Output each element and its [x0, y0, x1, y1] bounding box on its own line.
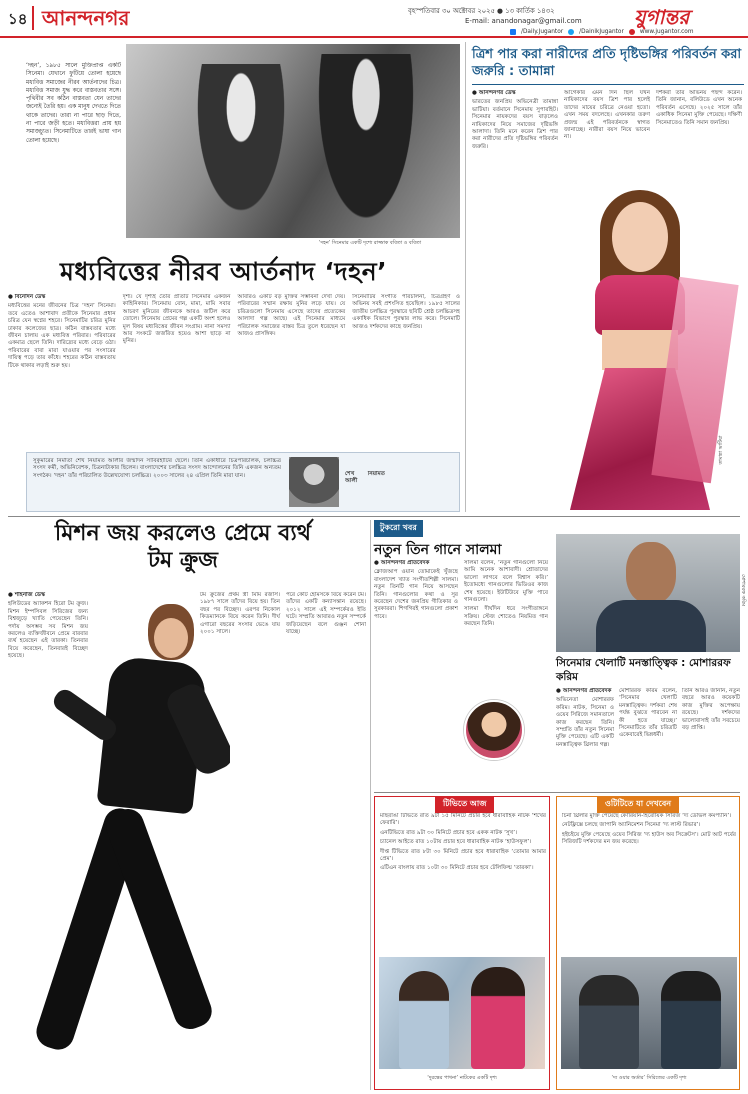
ott-today-item: চিনা থ্রিলার মুক্তি পেয়েছে কোরিয়ান-হিরোয়িক সিরিজ ‘দ্য ডেভিল কমপ্যানি’। [562, 813, 732, 819]
tv-photo-figure-right [471, 967, 525, 1069]
mosharraf-body-col1: অভিনেতা মোশাররফ করিম। নাটক, সিনেমা ও ওয়েব সিরিজে সমানতালে কাজ করছেন তিনি। সম্প্রতি তাঁর নতুন সিনেমা মুক্তি পেয়েছে। এটি একটি মনস্তাত্ত্বিক থ্রিলার গল্প। [556, 697, 614, 748]
mosharraf-photo-body [596, 600, 706, 652]
rule-mid-divider [8, 516, 740, 517]
dohon-body-col2: দৃশ্য। যে দৃশ্যই তৈরি প্রতিটি সিনেমার একজন কাহিনিকার। সিনেমায় বোন, মামা, মামি সবার আচরণ মুনিরের জীবনকে আরও জটিল করে তোলে। সিনেমায় প্রেমের গল্প একটি অংশ হলেও মূল বিষয় মধ্যবিত্তের জীবন সংগ্রাম। নানা সমস্যা আর সংকটে জর্জরিত হয়েও আশা ছাড়ে না মুনির। [122, 294, 231, 345]
social-twitter[interactable]: /DainikJugantor [579, 29, 624, 35]
mosharraf-photo-face [626, 542, 676, 604]
news-box-label: টুকরো খবর [374, 520, 423, 537]
salma-body-col1: ক্লোজআপ ওয়ান তোমাকেই খুঁজছে বাংলাদেশ খ্যাত সংগীতশিল্পী সালমা। নতুন তিনটি গান নিয়ে আসছেন তিনি। গানগুলোর কথা ও সুর করেছেন দেশের জনপ্রিয় গীতিকার ও সুরকাররা। শিগগিরই গানগুলো প্রকাশ পাবে। [374, 569, 458, 620]
salma-body [374, 560, 550, 776]
mosharraf-byline: ● আনন্দনগর প্রতিবেদক [556, 688, 612, 694]
ott-today-item: নেটফ্লিক্সে চলছে জাপানি অ্যানিমেশন সিনেমা ‘দ্য লাস্ট রিভার’। [562, 822, 701, 829]
tamanna-headline: ত্রিশ পার করা নারীদের প্রতি দৃষ্টিভঙ্গির পরিবর্তন করা জরুরি : তামান্না [472, 47, 742, 79]
dohon-photo-caption: ‘দহন’ সিনেমার একটি দৃশ্যে রাজ্জাক ববিতা ও ববিতা [318, 240, 422, 246]
mosharraf-photo-caption: মোশাররফ করিম [740, 574, 746, 606]
salma-headline: নতুন তিন গানে সালমা [374, 542, 502, 558]
tamanna-headline-rule [472, 84, 744, 85]
section-title: আনন্দনগর [42, 6, 130, 30]
dohon-photo-figure-right [311, 54, 421, 238]
director-box-text-tail [387, 458, 455, 510]
dohon-byline: ● বিনোদন ডেস্ক [8, 294, 46, 300]
tv-today-item: এটিএন বাংলায় রাত ১০টা ৩০ মিনিটে প্রচার হবে টেলিফিল্ম ‘তারকা’। [380, 865, 534, 872]
tom-body [8, 592, 366, 1082]
director-caption: শেখ নিয়ামত আলী [345, 471, 385, 485]
tom-body-col3: পরে কেটি হোমসকে বিয়ে করেন টম। তাঁদের একটি কন্যাসন্তান রয়েছে। ২০১২ সালে এই সম্পর্কেরও ইতি ঘটে। সম্প্রতি আবারও নতুন সম্পর্কে জড়িয়েছেন বলে গুঞ্জন শোনা যাচ্ছে। [286, 592, 366, 636]
tv-today-caption: ‘দুরন্তের পাখনা’ নাটকের একটি দৃশ্য [427, 1075, 497, 1081]
dohon-body-col4: সিনেমাটির সংগীত পরিচালনা, চিত্রগ্রহণ ও অভিনয় সবই প্রশংসিত হয়েছিল। ১৯৮৫ সালের জাতীয় চলচ্চিত্র পুরস্কারে ছবিটি শ্রেষ্ঠ চলচ্চিত্রসহ একাধিক বিভাগে পুরস্কার লাভ করে। সিনেমাটি আজও দর্শকদের কাছে জনপ্রিয়। [352, 294, 460, 330]
tv-today-item: এনটিভিতে রাত ৯টা ৩০ মিনিটে প্রচার হবে একক নাটক ‘সুখ’। [380, 829, 517, 836]
page-header [0, 0, 748, 38]
ott-today-photo [561, 957, 737, 1069]
salma-body-col2: সালমা বলেন, ‘নতুন গানগুলো নিয়ে আমি অনেক আশাবাদী। শ্রোতাদের ভালো লাগবে বলে বিশ্বাস করি।’ ইতোমধ্যে গানগুলোর ভিডিওর কাজ শেষ হয়েছে। ইউটিউবে মুক্তি পাবে গানগুলো। [464, 560, 548, 604]
tom-byline: ● শাহনাজ ডেস্ক [8, 592, 46, 598]
salma-photo [464, 700, 524, 760]
email-line: E-mail: anandonagar@gmail.com [465, 17, 582, 25]
tv-today-label: টিভিতে আজ [435, 796, 494, 813]
dohon-body-col1: মধ্যবিত্তের মনের জীবনের চিত্র ‘দহন’ সিনেমা। তবে এতেও আশাবাদ প্রতীকে সিনেমার প্রধান চরিত্র যেন স্বপ্নের শহরে। সিনেমাটির চরিত্র মুনির ঢাকার কলেজের ছাত্র। কঠিন বাস্তবতার মধ্যে জীবন চালায় এক মধ্যবিত্ত পরিবার। পরিবারের একমাত্র ছেলে তিনি। দারিদ্র্যের মধ্যে বেড়ে ওঠা। পরিবারের বাবা মারা যাওয়ার পর সংসারের দায়িত্ব পড়ে তার কাঁধে। শহরের কঠিন বাস্তবতায় টিকে থাকার লড়াই শুরু হয়। [8, 303, 116, 369]
tamanna-body-col2: আগেকার এমন দিন ছিল যখন নায়িকাদের বয়স ত্রিশ পার হলেই তাদের মায়ের চরিত্রে নেওয়া হতো। এখন সময় বদলেছে। এখনকার তরুণ প্রজন্ম এই পরিবর্তনকে স্বাগত জানাচ্ছে। নারীরা বয়স নিয়ে ভাবেন না। [564, 90, 650, 141]
tv-today-item: মাছরাঙা টিভিতে রাত ৯টা ১৫ মিনিটে প্রচার হবে ধারাবাহিক নাটক ‘শখের ফেরারি’। [380, 813, 546, 827]
director-photo [289, 457, 339, 507]
web-icon [629, 29, 635, 35]
tv-today-list [380, 813, 546, 953]
mosharraf-headline: সিনেমার খেলাটি মনস্তাত্ত্বিক : মোশাররফ করিম [556, 657, 731, 683]
tv-today-item: চ্যানেল আইতে রাত ১০টায় প্রচার হবে ধারাবাহিক নাটক ‘হাউসফুল’। [380, 839, 532, 846]
social-facebook[interactable]: /Daily.Jugantor [521, 29, 564, 35]
director-box-text: সুকুমারের নির্মাতা শেখ নিয়ামত আলীর জন্মদিন সাবিরহাটির ছেলে। তিনি একাধারে চিত্রপরিচালক, চলচ্চিত্র সংসদ কর্মী, অভিনিবেশক, চিত্রনাট্যকার ছিলেন। বাংলাদেশের চলচ্চিত্র সংসদ আন্দোলনের তিনি একজন অন্যতম সংগঠক। ‘দহন’ তাঁর পরিচালিত উল্লেখযোগ্য চলচ্চিত্র। ২০০৩ সালের ২৪ এপ্রিল তিনি মারা যান। [33, 458, 281, 479]
social-row [510, 29, 693, 35]
facebook-icon [510, 29, 516, 35]
tv-today-box [374, 796, 550, 1090]
rule-bottom-divider [370, 520, 371, 1090]
mosharraf-photo [556, 534, 740, 652]
tom-body-col1: হলিউডের অ্যাকশন হিরো টম ক্রুজ। মিশন ইম্পসিবল সিরিজের জন্য বিশ্বজুড়ে খ্যাতি পেয়েছেন তিনি। পর্দায় অসম্ভব সব মিশন জয় করলেও ব্যক্তিজীবনে প্রেমে বারবার ব্যর্থ হয়েছেন এই তারকা। তিনবার বিয়ে করেছেন, তিনবারই বিচ্ছেদ হয়েছে। [8, 601, 88, 660]
salma-byline: ● আনন্দনগর প্রতিবেদক [374, 560, 430, 566]
director-box [26, 452, 460, 512]
brand-logo: যুগান্তর [634, 5, 690, 29]
tamanna-photo-face [612, 202, 668, 272]
tamanna-byline: ● আনন্দনগর ডেস্ক [472, 90, 516, 96]
tamanna-photo [540, 180, 740, 510]
tamanna-body-col1: ভারতের জনপ্রিয় অভিনেত্রী তামান্না ভাটিয়া। বর্তমানে সিনেমায় সুপারহিট। সিনেমার নায়কদের বয়স বাড়লেও নায়িকাদের নিয়ে সমাজের দৃষ্টিভঙ্গি আলাদা। তিনি মনে করেন ত্রিশ পার করা নারীদের প্রতি দৃষ্টিভঙ্গির পরিবর্তন জরুরি। [472, 99, 558, 150]
tv-today-photo [379, 957, 545, 1069]
dohon-body-col3: আবারও একটি বড় মুক্তির সম্ভাবনা দেখা দেয়। পরিবারের সম্মান রক্ষায় মুনির লড়ে যায়। যে চরিত্রগুলো সিনেমায় এসেছে তাদের প্রত্যেকের আলাদা গল্প আছে। এই সিনেমার মাধ্যমে পরিচালক সমাজের বাস্তব চিত্র তুলে ধরেছেন যা আজও প্রাসঙ্গিক। [237, 294, 346, 338]
rule-tv-divider [374, 792, 740, 793]
section-divider [32, 6, 34, 30]
ott-today-item: হইচইয়ে মুক্তি পেয়েছে ওয়েব সিরিজ ‘দ্য হাউস অব সিক্রেটস’। মোট আট পর্বের সিরিজটি দর্শকদের মন জয় করেছে। [562, 831, 736, 846]
tom-headline: মিশন জয় করলেও প্রেমে ব্যর্থ টম ক্রুজ [54, 521, 312, 573]
tv-today-item: দীপ্ত টিভিতে রাত ৮টা ৩০ মিনিটে প্রচার হবে ধারাবাহিক ‘তোমার আমার প্রেম’। [380, 848, 546, 863]
dohon-sidebar-text: ‘দহন’, ১৯৮৫ সালে মুক্তিপ্রাপ্ত একটি সিনেমা। যেখানে ফুটিয়ে তোলা হয়েছে মধ্যবিত্ত সমাজের নীরব আর্তনাদের চিত্র। মধ্যবিত্ত সমাজ যুদ্ধ করে বাস্তবতার সঙ্গে। পৃথিবীর সব কঠিন বাস্তবতা যেন তাদের জন্যেই তৈরি হয়। এক মানুষ দেখতে দিতে থাকে তাদের। তারা না পারে ছাড় দিতে, না পারে জড়ী হতে। মধ্যবিত্তরা প্রায় হয় সমাজচ্যুত। সিনেমাটিতে তারই ভাষা গান তোলা হয়েছে। [26, 63, 121, 144]
tamanna-body-col3: দর্শকরা তার অভিনয় পছন্দ করেন। তিনি জানান, বলিউডে এখন অনেক পরিবর্তন এসেছে। ২০২৫ সালে তাঁর একাধিক সিনেমা মুক্তি পেয়েছে। দক্ষিণী সিনেমাতেও তিনি সমান জনপ্রিয়। [656, 90, 742, 126]
ott-today-box [556, 796, 740, 1090]
twitter-icon [568, 29, 574, 35]
dohon-body [8, 294, 460, 450]
date-line: বৃহস্পতিবার ৩০ অক্টোবর ২০২৫ ● ১৩ কার্তিক ১৪৩২ [408, 7, 555, 15]
ott-today-list [562, 813, 736, 953]
tom-body-col2: টম ক্রুজের প্রথম স্ত্রী মিমি রজার্স। ১৯৮৭ সালে তাঁদের বিয়ে হয়। তিন বছর পর বিচ্ছেদ। এরপর নিকোল কিডম্যানকে বিয়ে করেন তিনি। দীর্ঘ এগারো বছরের সংসার ভেঙে যায় ২০০১ সালে। [200, 592, 280, 636]
salma-body-col3: সালমা দীর্ঘদিন ধরে সংগীতাঙ্গনে সক্রিয়। স্টেজ শোতেও নিয়মিত গান করছেন তিনি। [464, 606, 548, 628]
page-number: ১৪ [8, 10, 28, 28]
dohon-photo-figure-left [186, 64, 296, 238]
social-website[interactable]: www.jugantor.com [639, 29, 694, 35]
ott-today-caption: ‘দ্য ওয়ার অর্ডার’ সিরিজের একটি দৃশ্য [611, 1075, 687, 1081]
mosharraf-body-col2: মোশাররফ করিম বলেন, ‘সিনেমার খেলাটি মনস্তাত্ত্বিক। দর্শকরা শেষ পর্যন্ত বুঝতে পারবেন না কী হতে যাচ্ছে।’ সিনেমাটিতে তাঁর চরিত্রটি একেবারেই ভিন্নধর্মী। [619, 688, 677, 739]
dohon-photo [126, 44, 460, 238]
rule-top-divider [465, 42, 466, 512]
mosharraf-body [556, 688, 740, 788]
tv-photo-figure-left [399, 971, 449, 1069]
tamanna-photo-caption: তামান্না ভাটিয়া [718, 435, 724, 465]
ott-today-label: ওটিটিতে যা দেখবেন [597, 796, 679, 813]
ott-photo-figure-right [661, 971, 721, 1069]
dohon-headline: মধ্যবিত্তের নীরব আর্তনাদ ‘দহন’ [60, 257, 388, 286]
ott-photo-figure-left [579, 975, 639, 1069]
mosharraf-body-col3: তিনি আরও জানান, নতুন বছরে আরও কয়েকটি কাজ মুক্তির অপেক্ষায় রয়েছে। দর্শকদের ভালোবাসাই তাঁর সবচেয়ে বড় প্রাপ্তি। [682, 688, 740, 732]
